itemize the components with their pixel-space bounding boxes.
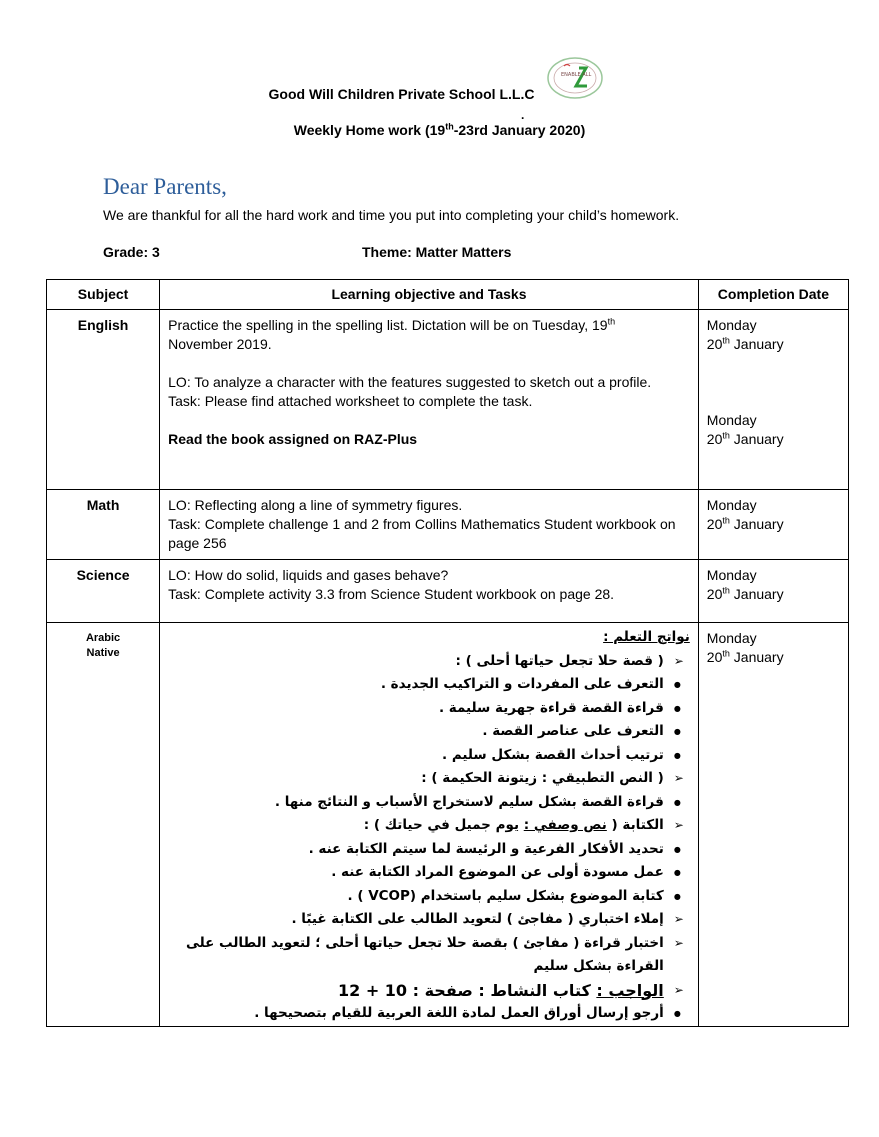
english-raz: Read the book assigned on RAZ-Plus (168, 431, 418, 447)
date-day: Monday (706, 630, 757, 646)
list-item: ➢ اختبار قراءة ( مفاجئ ) بقصة حلا تجعل حياتها أحلى ؛ لتعويد الطالب على القراءة بشكل سليم (168, 932, 690, 979)
list-item: ➢ ( قصة حلا تجعل حياتها أحلى ) : (168, 650, 690, 674)
thanks-message: We are thankful for all the hard work and time you put into completing your child’s homework. (103, 207, 680, 223)
header-subject: Subject (47, 280, 160, 310)
list-item: ● قراءة القصة بشكل سليم لاستخراج الأسباب و النتائج منها . (168, 791, 690, 815)
list-item: ● أرجو إرسال أوراق العمل لمادة اللغة العربية للقيام بتصحيحها . (168, 1002, 690, 1026)
date-value: 20th January (706, 585, 784, 602)
greeting: Dear Parents, (103, 174, 227, 199)
math-tasks (160, 490, 699, 560)
list-item: ➢ الكتابة ( نص وصفي : يوم جميل في حياتك ) : (168, 814, 690, 838)
header-completion-date: Completion Date (698, 280, 848, 310)
arabic-tasks (160, 623, 699, 1027)
english-lo: LO: To analyze a character with the features suggested to sketch out a profile. (168, 374, 652, 390)
table-row-science (47, 560, 849, 623)
homework-title: Weekly Home work (19th-23rd January 2020) (293, 121, 586, 138)
arabic-heading: نواتج التعلم : (603, 629, 690, 645)
list-item: ● ترتيب أحداث القصة بشكل سليم . (168, 744, 690, 768)
date-value: 20th January (706, 515, 784, 532)
science-lo: LO: How do solid, liquids and gases behave? (168, 567, 449, 583)
subject-math: Math (47, 490, 160, 560)
math-date (698, 490, 848, 560)
logo-text: ENABLE ALL (561, 72, 592, 78)
date-day: Monday (706, 497, 757, 513)
math-lo: LO: Reflecting along a line of symmetry figures. (168, 497, 463, 513)
date-value: 20th January (706, 648, 784, 665)
list-item: ● التعرف على عناصر القصة . (168, 720, 690, 744)
homework-table (46, 279, 849, 1027)
list-item: ➢ إملاء اختباري ( مفاجئ ) لتعويد الطالب على الكتابة غيبًا . (168, 908, 690, 932)
list-item: ➢ ( النص التطبيقي : زيتونة الحكيمة ) : (168, 767, 690, 791)
school-name: Good Will Children Private School L.L.C (268, 86, 535, 102)
science-task: Task: Complete activity 3.3 from Science Student workbook on page 28. (168, 586, 615, 602)
table-row-english (47, 310, 849, 490)
header-dot: . (521, 108, 525, 122)
subject-english: English (47, 310, 160, 490)
list-item: ● عمل مسودة أولى عن الموضوع المراد الكتابة عنه . (168, 861, 690, 885)
date-value: 20th January (706, 430, 784, 447)
table-row-math (47, 490, 849, 560)
english-tasks (160, 310, 699, 490)
table-row-arabic (47, 623, 849, 1027)
math-task: Task: Complete challenge 1 and 2 from Collins Mathematics Student workbook on page 256 (168, 516, 676, 551)
list-item: ● كتابة الموضوع بشكل سليم باستخدام (VCOP ) . (168, 885, 690, 909)
list-item: ● تحديد الأفكار الفرعية و الرئيسة لما سيتم الكتابة عنه . (168, 838, 690, 862)
header-objectives: Learning objective and Tasks (160, 280, 699, 310)
arabic-date (698, 623, 848, 1027)
date-day: Monday (706, 412, 757, 428)
english-date (698, 310, 848, 490)
list-item: ● التعرف على المفردات و التراكيب الجديدة . (168, 673, 690, 697)
subject-arabic (47, 623, 160, 1027)
date-day: Monday (706, 567, 757, 583)
subject-science: Science (47, 560, 160, 623)
english-task: Task: Please find attached worksheet to complete the task. (168, 393, 533, 409)
grade-label: Grade: 3 (103, 244, 160, 260)
date-value: 20th January (706, 335, 784, 352)
list-item: ➢ الواجب : كتاب النشاط : صفحة : 10 + 12 (168, 979, 690, 1003)
list-item: ● قراءة القصة قراءة جهرية سليمة . (168, 697, 690, 721)
theme-label: Theme: Matter Matters (362, 244, 512, 260)
date-day: Monday (706, 317, 757, 333)
table-header-row (47, 280, 849, 310)
science-date (698, 560, 848, 623)
science-tasks (160, 560, 699, 623)
english-spelling: Practice the spelling in the spelling list. Dictation will be on Tuesday, 19th November 2019. (168, 316, 616, 352)
subject-arabic-line2: Native (86, 647, 120, 659)
subject-arabic-line1: Arabic (85, 632, 121, 644)
